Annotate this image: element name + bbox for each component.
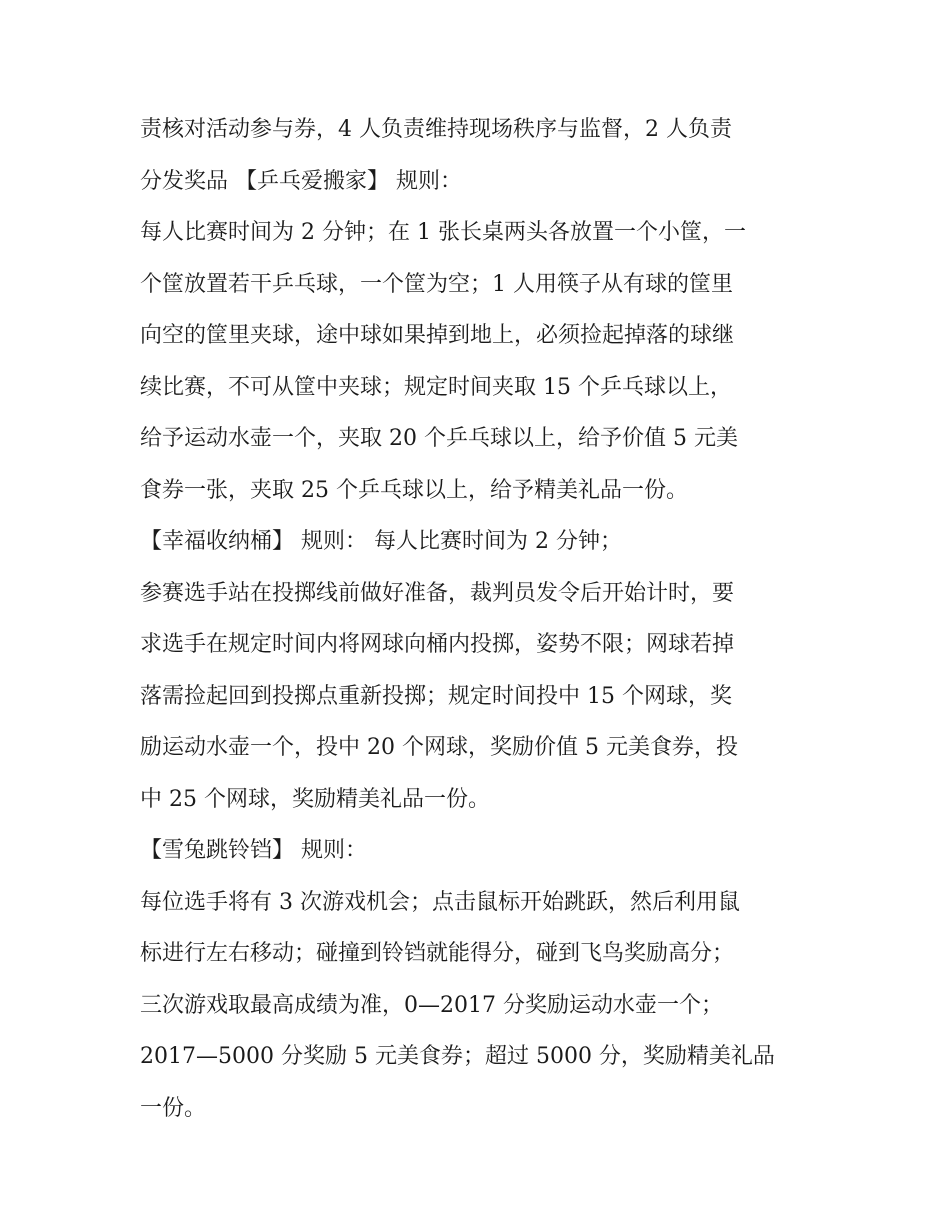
text-line: 标进行左右移动；碰撞到铃铛就能得分，碰到飞鸟奖励高分； (140, 941, 735, 966)
text-line: 分发奖品 【乒乓爱搬家】 规则： (140, 168, 462, 194)
text-line: 参赛选手站在投掷线前做好准备，裁判员发令后开始计时，要 (140, 580, 735, 606)
text-line: 一份。 (140, 1095, 207, 1121)
text-line: 责核对活动参与券，4 人负责维持现场秩序与监督，2 人负责 (140, 117, 732, 142)
section-heading-line: 【幸福收纳桶】 规则： 每人比赛时间为 2 分钟； (140, 529, 622, 554)
document-body (140, 104, 820, 1134)
text-line: 2017—5000 分奖励 5 元美食券；超过 5000 分，奖励精美礼品 (140, 1044, 775, 1069)
text-line: 三次游戏取最高成绩为准，0—2017 分奖励运动水壶一个； (140, 992, 723, 1018)
text-line: 中 25 个网球，奖励精美礼品一份。 (140, 786, 490, 812)
text-line: 每人比赛时间为 2 分钟；在 1 张长桌两头各放置一个小筐，一 (140, 220, 746, 245)
text-line: 求选手在规定时间内将网球向桶内投掷，姿势不限；网球若掉 (140, 632, 735, 657)
text-line: 励运动水壶一个，投中 20 个网球，奖励价值 5 元美食券，投 (140, 735, 738, 760)
text-line: 食券一张，夹取 25 个乒乓球以上，给予精美礼品一份。 (140, 477, 688, 503)
text-line: 给予运动水壶一个，夹取 20 个乒乓球以上，给予价值 5 元美 (140, 426, 738, 451)
text-line: 向空的筐里夹球，途中球如果掉到地上，必须捡起掉落的球继 (140, 323, 735, 348)
section-heading-line: 【雪兔跳铃铛】 规则： (140, 838, 367, 863)
text-line: 个筐放置若干乒乓球，一个筐为空；1 人用筷子从有球的筐里 (140, 271, 733, 297)
text-line: 落需捡起回到投掷点重新投掷；规定时间投中 15 个网球，奖 (140, 683, 732, 709)
text-line: 续比赛，不可从筐中夹球；规定时间夹取 15 个乒乓球以上， (140, 374, 732, 400)
text-line: 每位选手将有 3 次游戏机会；点击鼠标开始跳跃，然后利用鼠 (140, 889, 740, 915)
